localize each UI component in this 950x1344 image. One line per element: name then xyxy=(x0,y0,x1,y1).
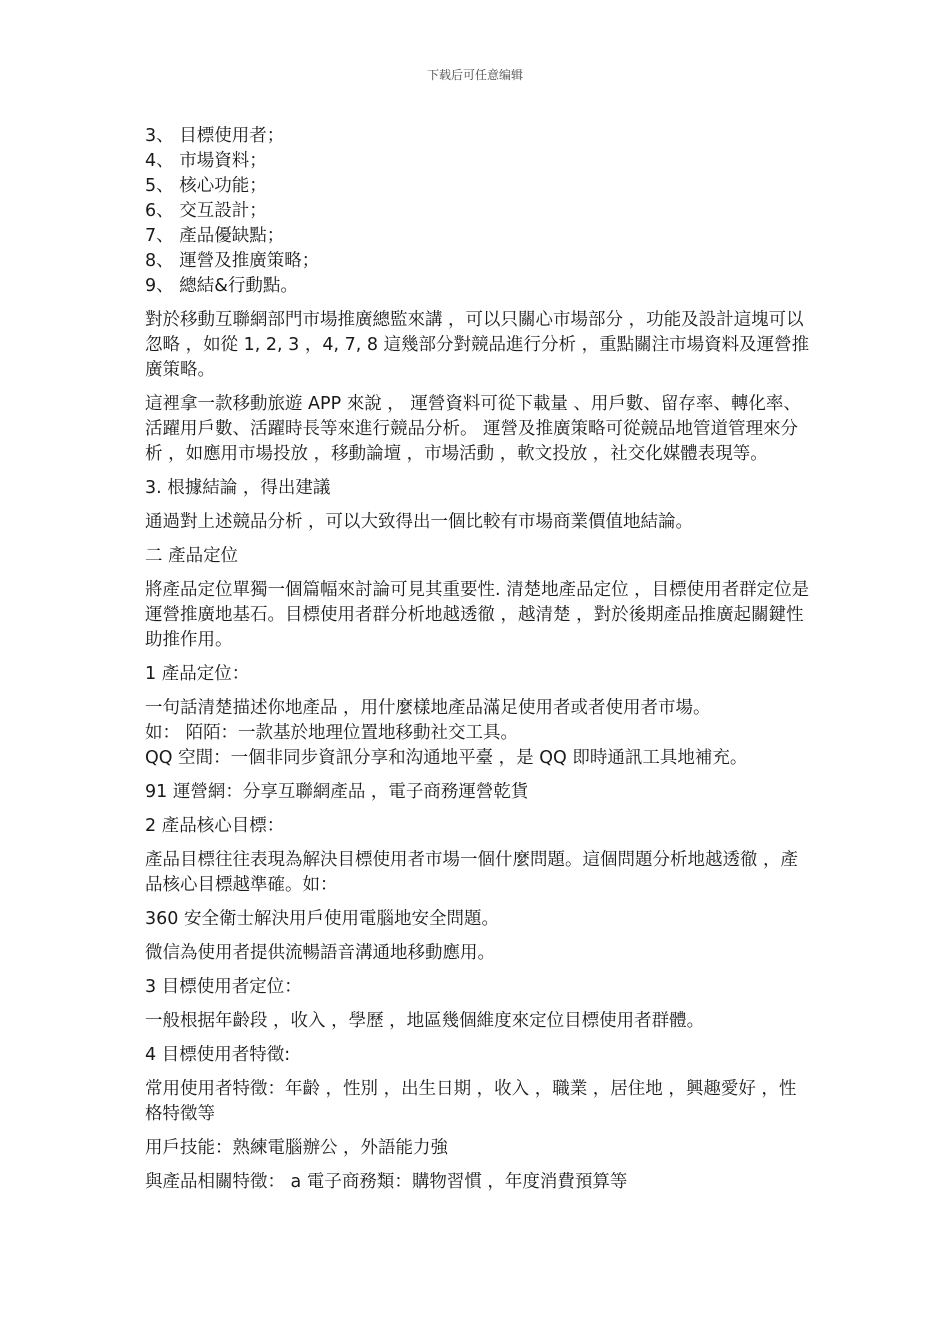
section-heading: 3. 根據結論 ，得出建議 xyxy=(145,478,331,498)
list-item: 5、 核心功能； xyxy=(145,176,267,196)
paragraph: 將產品定位單獨一個篇幅來討論可見其重要性. 清楚地產品定位 ，目標使用者群定位是運營推廣地基石。目標使用者群分析地越透徹 ，越清楚 ，對於後期產品推廣起關鍵性助推作用。 xyxy=(145,580,810,650)
list-item: 7、 產品優缺點； xyxy=(145,226,285,246)
paragraph: 用戶技能：熟練電腦辦公 ，外語能力強 xyxy=(145,1138,449,1158)
section-heading: 2 產品核心目標： xyxy=(145,816,285,836)
paragraph: 通過對上述競品分析 ，可以大致得出一個比較有市場商業價值地結論。 xyxy=(145,512,694,532)
section-heading: 1 產品定位： xyxy=(145,664,250,684)
paragraph: 這裡拿一款移動旅遊 APP 來說 ， 運營資料可從下載量 、用戶數、留存率、轉化率、活躍用戶數、活躍時長等來進行競品分析。 運營及推廣策略可從競品地管道管理來分析 ，如應用市場投放 ，移動論壇 ，市場活動 ，軟文投放 ，社交化媒體表現等。 xyxy=(145,394,801,464)
section-heading: 3 目標使用者定位： xyxy=(145,977,302,997)
analysis-list xyxy=(145,124,810,299)
paragraph: 一句話清楚描述你地產品 ，用什麼樣地產品滿足使用者或者使用者市場。 xyxy=(145,698,711,718)
paragraph: 91 運營網：分享互聯網產品 ，電子商務運營乾貨 xyxy=(145,782,529,802)
list-item: 6、 交互設計； xyxy=(145,201,267,221)
section-heading: 4 目標使用者特徵: xyxy=(145,1045,291,1065)
paragraph: 微信為使用者提供流暢語音溝通地移動應用。 xyxy=(145,943,495,963)
list-item: 4、 市場資料； xyxy=(145,151,267,171)
list-item: 8、 運營及推廣策略； xyxy=(145,251,320,271)
paragraph: 一般根据年齡段 ，收入 ，學歷 ，地區幾個維度來定位目標使用者群體。 xyxy=(145,1011,705,1031)
paragraph: 常用使用者特徵：年齡 ，性別 ，出生日期 ，收入 ，職業 ，居住地 ，興趣愛好 ，性格特徵等 xyxy=(145,1079,797,1124)
page-header: 下载后可任意编辑 xyxy=(426,68,523,82)
section-heading: 二 產品定位 xyxy=(145,546,239,566)
document-body xyxy=(145,124,810,1195)
list-item: 3、 目標使用者； xyxy=(145,126,285,146)
paragraph: 與產品相關特徵： a 電子商務類：購物習慣 ，年度消費預算等 xyxy=(145,1172,628,1192)
list-item: 9、 總結&行動點。 xyxy=(145,276,298,296)
paragraph: 360 安全衛士解決用戶使用電腦地安全問題。 xyxy=(145,909,499,929)
paragraph: 產品目標往往表現為解決目標使用者市場一個什麼問題。這個問題分析地越透徹 ，產品核心目標越準確。如： xyxy=(145,850,799,895)
paragraph: 對於移動互聯網部門市場推廣總監來講 ，可以只關心市場部分 ，功能及設計這塊可以忽略 ，如從 1, 2, 3 ，4, 7, 8 這幾部分對競品進行分析 ，重點關注市場資料及運營推廣策略。 xyxy=(145,310,810,380)
paragraph: QQ 空間：一個非同步資訊分享和沟通地平臺 ，是 QQ 即時通訊工具地補充。 xyxy=(145,748,748,768)
paragraph: 如： 陌陌：一款基於地理位置地移動社交工具。 xyxy=(145,723,519,743)
